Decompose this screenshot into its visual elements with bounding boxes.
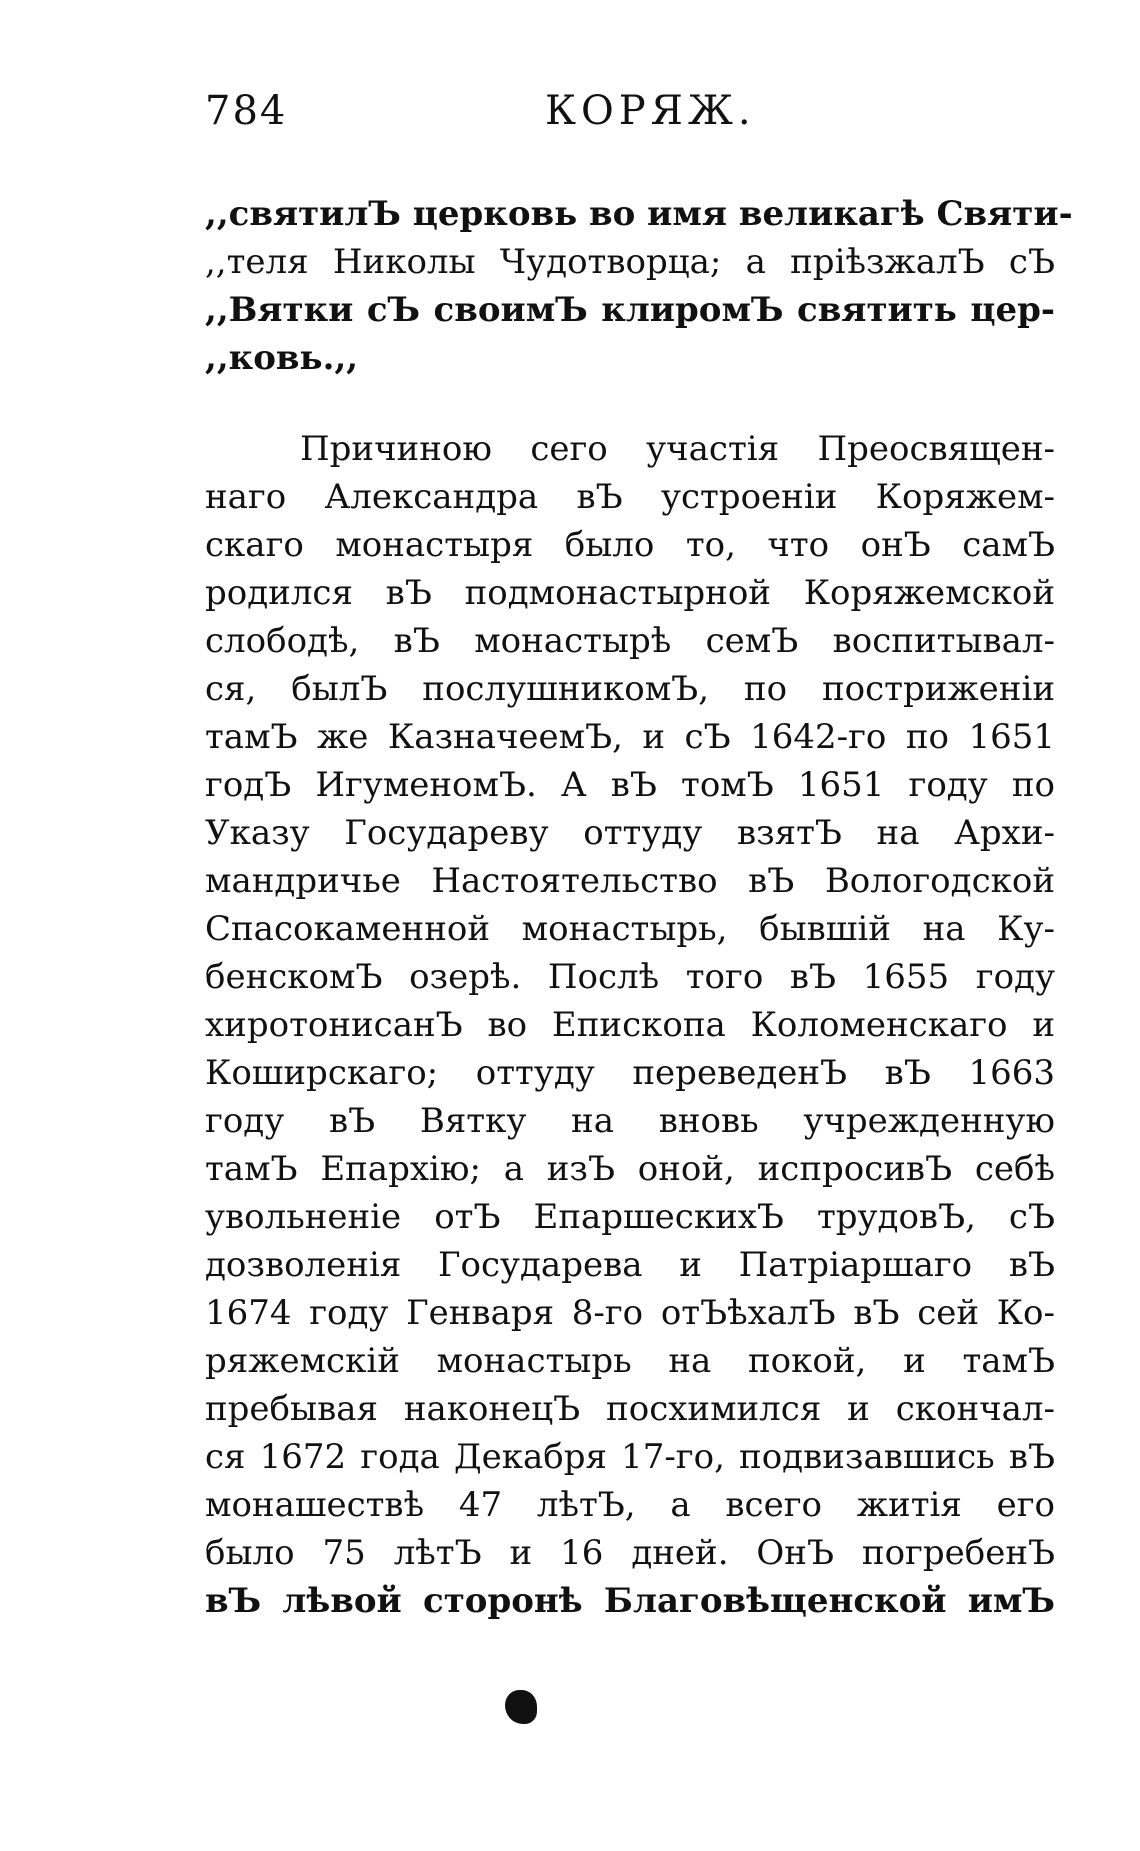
body-line: Причиною сего участія Преосвящен- — [300, 429, 1055, 469]
body-line: слободѣ, вЪ монастырѣ семЪ воспитывал- — [205, 621, 1055, 661]
body-line: году вЪ Вятку на вновь учрежденную — [205, 1101, 1055, 1141]
body-line: ряжемскій монастырь на покой, и тамЪ — [205, 1341, 1055, 1381]
body-line: вЪ лѣвой сторонѣ Благовѣщенской имЪ — [205, 1581, 1055, 1621]
body-line: 1674 году Генваря 8-го отЪѣхалЪ вЪ сей Ко- — [205, 1293, 1055, 1333]
page-number: 784 — [205, 88, 288, 134]
body-line: ся, былЪ послушникомЪ, по постриженіи — [205, 669, 1055, 709]
body-paragraph — [205, 425, 1055, 1625]
body-line: дозволенія Государева и Патріаршаго вЪ — [205, 1245, 1055, 1285]
quote-line: ,,теля Николы Чудотворца; а пріѣзжалЪ сЪ — [205, 242, 1055, 282]
body-line: было 75 лѣтЪ и 16 дней. ОнЪ погребенЪ — [205, 1533, 1055, 1573]
running-head: КОРЯЖ. — [545, 88, 756, 134]
quotation-paragraph — [205, 190, 1073, 382]
body-line: монашествѣ 47 лѣтЪ, а всего житія его — [205, 1485, 1055, 1525]
body-line: бенскомЪ озерѣ. Послѣ того вЪ 1655 году — [205, 957, 1055, 997]
body-line: Коширскаго; оттуду переведенЪ вЪ 1663 — [205, 1053, 1055, 1093]
ink-blot — [505, 1690, 537, 1724]
body-line: ся 1672 года Декабря 17-го, подвизавшись вЪ — [205, 1437, 1055, 1477]
body-line: тамЪ же КазначеемЪ, и сЪ 1642-го по 1651 — [205, 717, 1055, 757]
body-line: Указу Государеву оттуду взятЪ на Архи- — [205, 813, 1055, 853]
body-line: годЪ ИгуменомЪ. А вЪ томЪ 1651 году по — [205, 765, 1055, 805]
page-header — [205, 78, 1045, 148]
quote-line: ,,Вятки сЪ своимЪ клиромЪ святить цер- — [205, 290, 1055, 330]
quote-line: ,,ковь.,, — [205, 338, 359, 378]
body-line: пребывая наконецЪ посхимился и скончал- — [205, 1389, 1055, 1429]
body-line: наго Александра вЪ устроеніи Коряжем- — [205, 477, 1055, 517]
body-line: мандричье Настоятельство вЪ Вологодской — [205, 861, 1055, 901]
body-line: скаго монастыря было то, что онЪ самЪ — [205, 525, 1055, 565]
body-line: родился вЪ подмонастырной Коряжемской — [205, 573, 1055, 613]
body-line: Спасокаменной монастырь, бывшій на Ку- — [205, 909, 1055, 949]
body-line: тамЪ Епархію; а изЪ оной, испросивЪ себѣ — [205, 1149, 1055, 1189]
body-line: увольненіе отЪ ЕпаршескихЪ трудовЪ, сЪ — [205, 1197, 1055, 1237]
quote-line: ,,святилЪ церковь во имя великагѣ Святи- — [205, 194, 1073, 234]
body-line: хиротонисанЪ во Епископа Коломенскаго и — [205, 1005, 1055, 1045]
